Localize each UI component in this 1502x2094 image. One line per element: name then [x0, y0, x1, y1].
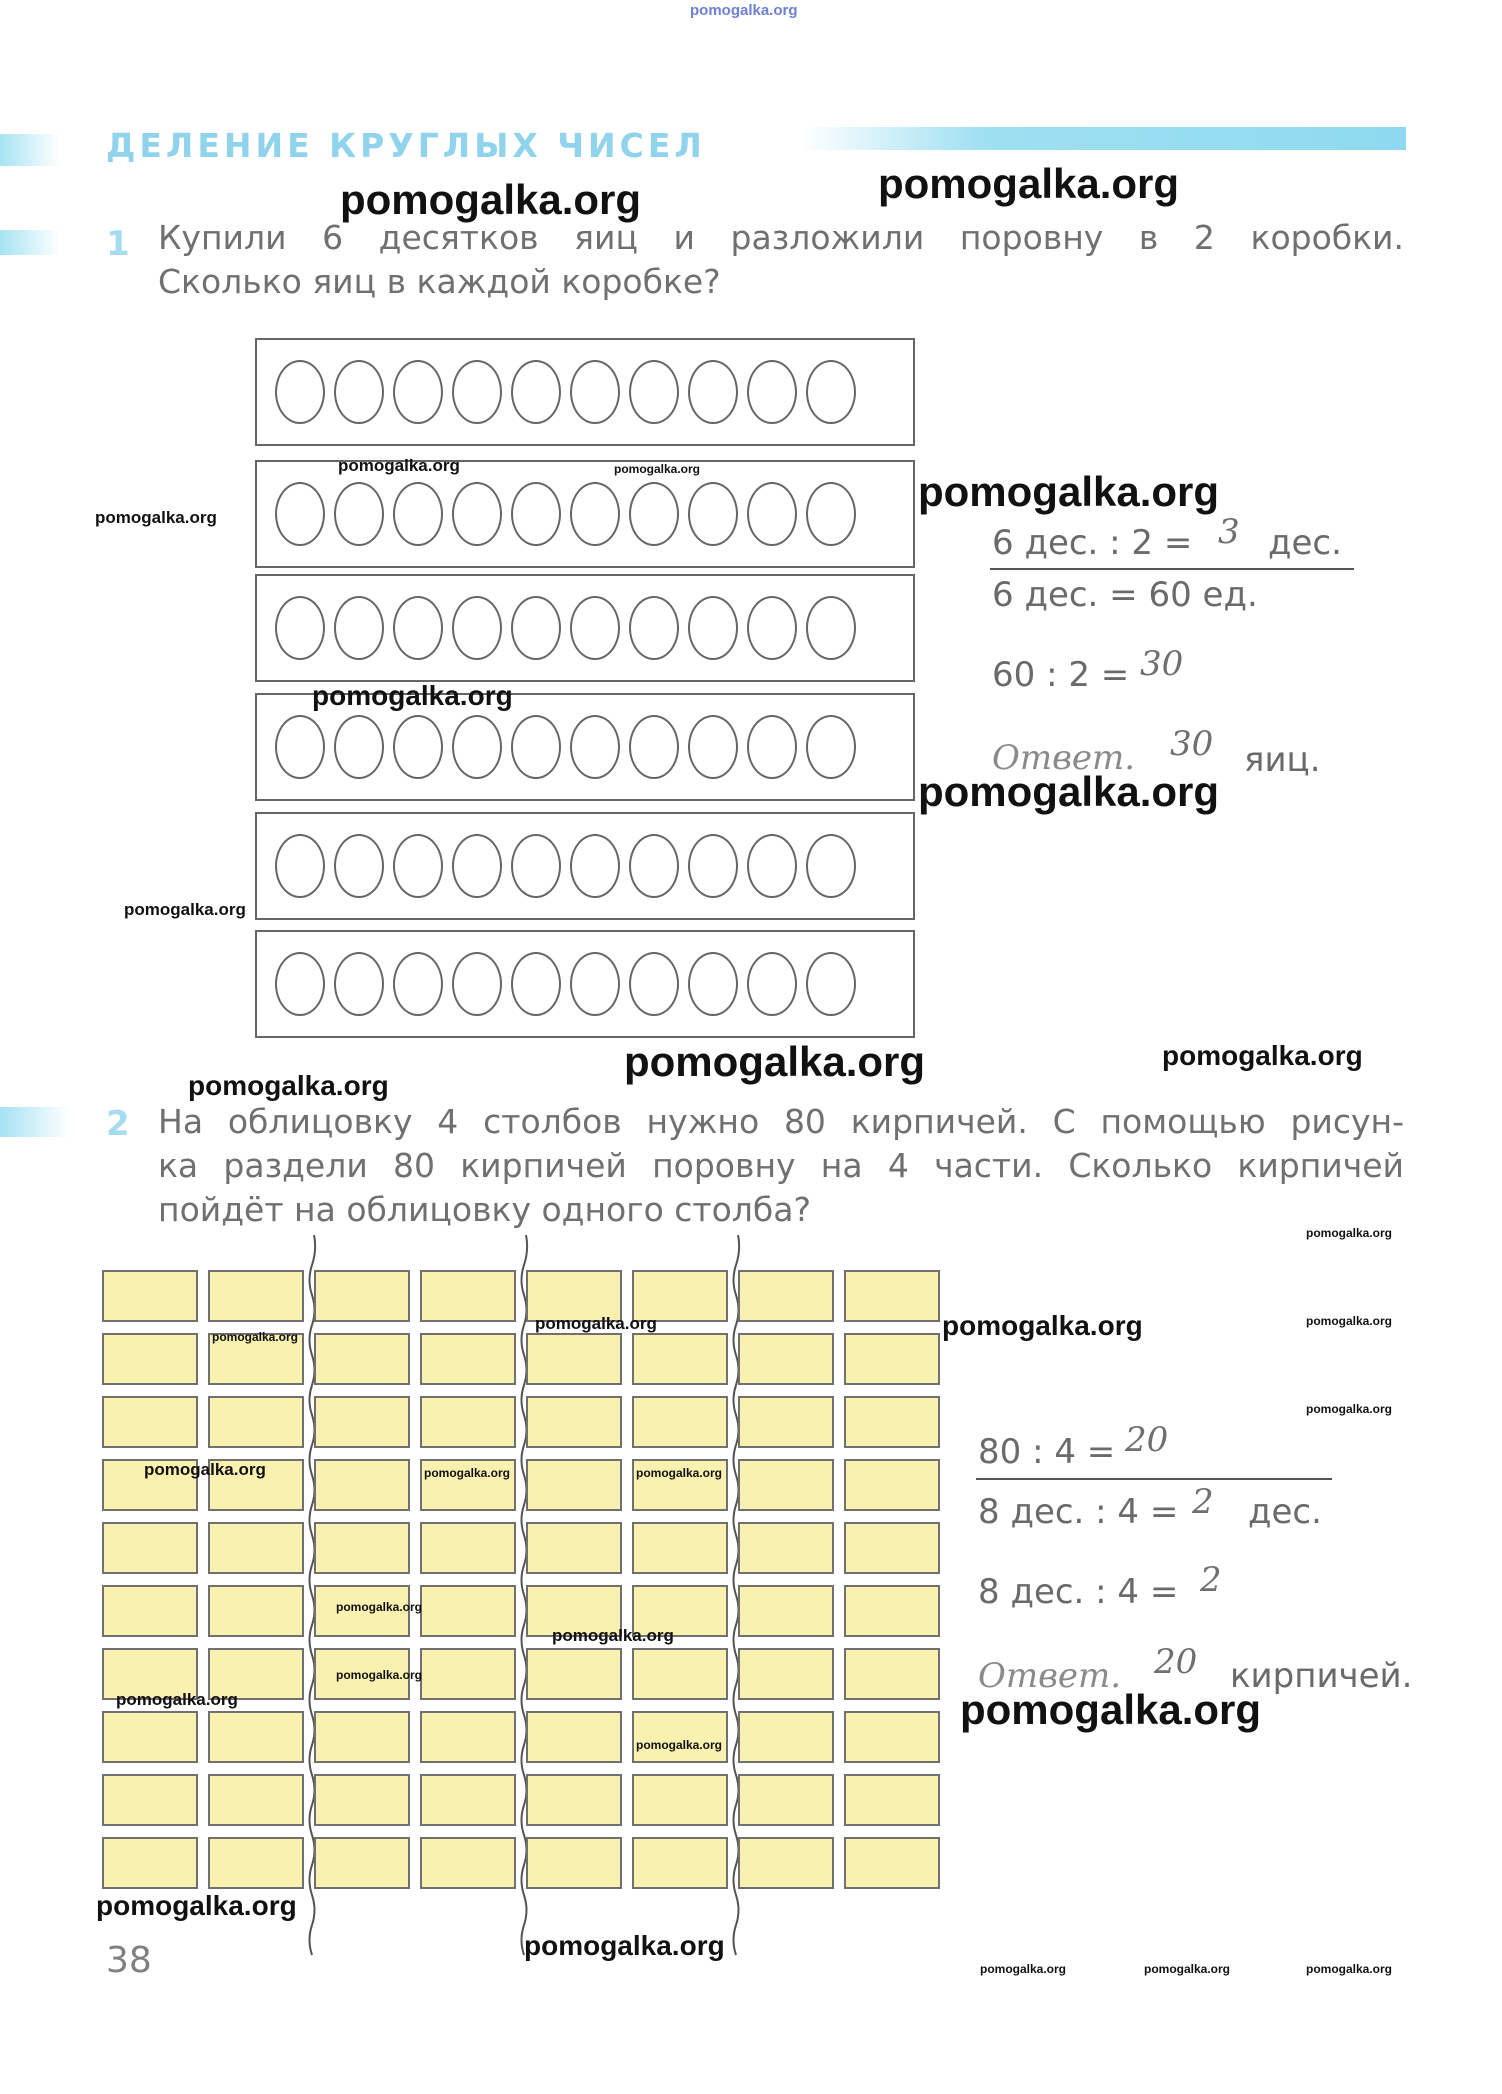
task2-eq2: 8 дес. : 4 = [978, 1492, 1179, 1532]
egg [688, 952, 738, 1016]
task2-text [158, 1100, 1404, 1232]
brick [738, 1396, 834, 1448]
task2-line: ка раздели 80 кирпичей поровну на 4 части. Сколько кирпичей [158, 1146, 1404, 1185]
watermark: pomogalka.org [188, 1070, 389, 1101]
egg [334, 715, 384, 779]
watermark: pomogalka.org [312, 680, 513, 711]
egg [275, 482, 325, 546]
egg [806, 482, 856, 546]
brick [208, 1396, 304, 1448]
egg [275, 834, 325, 898]
header-band [800, 127, 1406, 150]
egg [275, 715, 325, 779]
watermark: pomogalka.org [144, 1460, 266, 1479]
egg [511, 834, 561, 898]
brick [526, 1837, 622, 1889]
watermark: pomogalka.org [95, 508, 217, 527]
brick [632, 1522, 728, 1574]
watermark: pomogalka.org [1306, 1314, 1393, 1328]
brick [632, 1837, 728, 1889]
task2-eq1: 80 : 4 = [978, 1432, 1116, 1472]
brick [420, 1270, 516, 1322]
brick [844, 1585, 940, 1637]
egg [511, 952, 561, 1016]
egg [393, 596, 443, 660]
brick [102, 1585, 198, 1637]
brick [102, 1396, 198, 1448]
egg [629, 834, 679, 898]
page-number: 38 [106, 1940, 152, 1981]
brick [208, 1585, 304, 1637]
brick [102, 1270, 198, 1322]
task1-answer-unit: яиц. [1244, 740, 1321, 780]
task2-answer-value: 20 [1154, 1642, 1198, 1682]
task1-text [158, 216, 1404, 304]
egg [747, 715, 797, 779]
brick [314, 1396, 410, 1448]
brick [420, 1585, 516, 1637]
watermark: pomogalka.org [96, 1890, 297, 1921]
egg [334, 360, 384, 424]
egg [570, 952, 620, 1016]
brick [526, 1333, 622, 1385]
watermark: pomogalka.org [1144, 1962, 1231, 1976]
egg [570, 360, 620, 424]
task1-line: Купили 6 десятков яиц и разложили поровну в 2 коробки. [158, 218, 1404, 257]
egg [275, 952, 325, 1016]
egg [570, 715, 620, 779]
brick [844, 1270, 940, 1322]
brick [844, 1648, 940, 1700]
egg [629, 360, 679, 424]
brick [738, 1270, 834, 1322]
egg [393, 360, 443, 424]
egg [393, 834, 443, 898]
watermark: pomogalka.org [124, 900, 246, 919]
task2-eq2-unit: дес. [1248, 1492, 1322, 1532]
brick [314, 1711, 410, 1763]
egg [570, 596, 620, 660]
watermark: pomogalka.org [918, 468, 1220, 515]
task1-answer-value: 30 [1170, 724, 1214, 764]
egg [452, 952, 502, 1016]
watermark: pomogalka.org [918, 768, 1220, 815]
task2-answer-label: Ответ. [978, 1656, 1122, 1696]
watermark: pomogalka.org [524, 1930, 725, 1961]
brick [314, 1774, 410, 1826]
side-band [0, 1107, 70, 1137]
task2-eq3: 8 дес. : 4 = [978, 1572, 1179, 1612]
watermark: pomogalka.org [636, 1738, 723, 1752]
egg [334, 834, 384, 898]
egg [511, 482, 561, 546]
watermark: pomogalka.org [624, 1038, 926, 1085]
egg [393, 715, 443, 779]
brick [314, 1270, 410, 1322]
task1-answer-label: Ответ. [992, 738, 1136, 778]
egg [275, 596, 325, 660]
egg [511, 360, 561, 424]
egg [747, 834, 797, 898]
egg [806, 360, 856, 424]
watermark: pomogalka.org [960, 1686, 1262, 1733]
egg [452, 715, 502, 779]
brick [420, 1333, 516, 1385]
brick [844, 1837, 940, 1889]
egg [393, 482, 443, 546]
watermark: pomogalka.org [878, 160, 1180, 207]
brick [632, 1648, 728, 1700]
side-band [0, 230, 60, 255]
egg-box [255, 574, 915, 682]
task1-eq2: 6 дес. = 60 ед. [992, 575, 1258, 615]
brick [208, 1270, 304, 1322]
task2-number: 2 [106, 1104, 130, 1144]
brick [102, 1711, 198, 1763]
watermark: pomogalka.org [1306, 1402, 1393, 1416]
egg-box [255, 930, 915, 1038]
brick [844, 1396, 940, 1448]
brick [102, 1333, 198, 1385]
task1-number: 1 [106, 224, 130, 264]
watermark: pomogalka.org [942, 1310, 1143, 1341]
brick [526, 1648, 622, 1700]
task1-eq1 [992, 523, 1192, 563]
brick [844, 1459, 940, 1511]
watermark: pomogalka.org [212, 1330, 299, 1344]
egg [747, 360, 797, 424]
brick [526, 1522, 622, 1574]
brick [420, 1774, 516, 1826]
egg [511, 715, 561, 779]
brick [844, 1711, 940, 1763]
brick [420, 1648, 516, 1700]
egg [688, 482, 738, 546]
brick [420, 1837, 516, 1889]
egg [806, 834, 856, 898]
task1-eq3: 60 : 2 = [992, 655, 1130, 695]
egg [629, 715, 679, 779]
brick [844, 1333, 940, 1385]
watermark: pomogalka.org [552, 1626, 674, 1645]
watermark: pomogalka.org [690, 2, 798, 19]
task1-eq1-unit: дес. [1268, 523, 1342, 563]
egg [806, 952, 856, 1016]
egg [570, 834, 620, 898]
egg [747, 952, 797, 1016]
egg [688, 834, 738, 898]
brick [420, 1522, 516, 1574]
egg [452, 596, 502, 660]
brick [314, 1837, 410, 1889]
egg [629, 952, 679, 1016]
brick [738, 1522, 834, 1574]
watermark: pomogalka.org [338, 456, 460, 475]
brick [738, 1333, 834, 1385]
brick [632, 1333, 728, 1385]
brick [208, 1774, 304, 1826]
brick [844, 1522, 940, 1574]
divider [990, 568, 1354, 570]
watermark: pomogalka.org [980, 1962, 1067, 1976]
watermark: pomogalka.org [614, 462, 701, 476]
task2-line: На облицовку 4 столбов нужно 80 кирпичей. С помощью рисун- [158, 1102, 1404, 1141]
brick [632, 1711, 728, 1763]
brick [632, 1774, 728, 1826]
egg [806, 715, 856, 779]
task1-eq3-answer: 30 [1140, 644, 1184, 684]
egg [688, 715, 738, 779]
eq-text: 6 дес. : 2 = [992, 523, 1193, 563]
egg [511, 596, 561, 660]
brick [314, 1522, 410, 1574]
watermark: pomogalka.org [336, 1600, 423, 1614]
brick [102, 1522, 198, 1574]
egg [452, 360, 502, 424]
egg [452, 834, 502, 898]
task2-eq2-answer: 2 [1192, 1482, 1214, 1522]
side-band [0, 134, 60, 166]
brick [738, 1459, 834, 1511]
egg [334, 482, 384, 546]
brick [738, 1711, 834, 1763]
brick [738, 1774, 834, 1826]
egg [688, 596, 738, 660]
egg-box [255, 812, 915, 920]
watermark: pomogalka.org [424, 1466, 511, 1480]
watermark: pomogalka.org [116, 1690, 238, 1709]
brick [314, 1459, 410, 1511]
brick [102, 1837, 198, 1889]
task1-line: Сколько яиц в каждой коробке? [158, 262, 721, 301]
brick [526, 1459, 622, 1511]
watermark: pomogalka.org [336, 1668, 423, 1682]
egg [747, 596, 797, 660]
egg [747, 482, 797, 546]
task2-answer-unit: кирпичей. [1230, 1656, 1413, 1696]
brick [738, 1648, 834, 1700]
task1-eq1-answer: 3 [1218, 512, 1240, 552]
egg-box [255, 460, 915, 568]
divider [976, 1478, 1332, 1480]
egg [629, 482, 679, 546]
task2-line: пойдёт на облицовку одного столба? [158, 1190, 811, 1229]
brick [102, 1774, 198, 1826]
brick [208, 1837, 304, 1889]
brick [526, 1774, 622, 1826]
egg [393, 952, 443, 1016]
brick [208, 1522, 304, 1574]
watermark: pomogalka.org [535, 1314, 657, 1333]
egg [334, 952, 384, 1016]
brick [208, 1711, 304, 1763]
egg [629, 596, 679, 660]
egg [806, 596, 856, 660]
brick [526, 1711, 622, 1763]
watermark: pomogalka.org [1306, 1226, 1393, 1240]
task2-eq3-answer: 2 [1200, 1560, 1222, 1600]
brick [420, 1711, 516, 1763]
watermark: pomogalka.org [1162, 1040, 1363, 1071]
brick [420, 1396, 516, 1448]
brick [844, 1774, 940, 1826]
watermark: pomogalka.org [636, 1466, 723, 1480]
brick [314, 1333, 410, 1385]
brick [526, 1396, 622, 1448]
task2-eq1-answer: 20 [1125, 1420, 1169, 1460]
brick [632, 1396, 728, 1448]
section-title: ДЕЛЕНИЕ КРУГЛЫХ ЧИСЕЛ [106, 126, 706, 165]
brick [738, 1585, 834, 1637]
brick-wall [102, 1270, 944, 1892]
egg [688, 360, 738, 424]
egg [570, 482, 620, 546]
egg-box [255, 338, 915, 446]
egg [275, 360, 325, 424]
watermark: pomogalka.org [1306, 1962, 1393, 1976]
brick [738, 1837, 834, 1889]
watermark: pomogalka.org [340, 176, 642, 223]
egg [334, 596, 384, 660]
egg [452, 482, 502, 546]
